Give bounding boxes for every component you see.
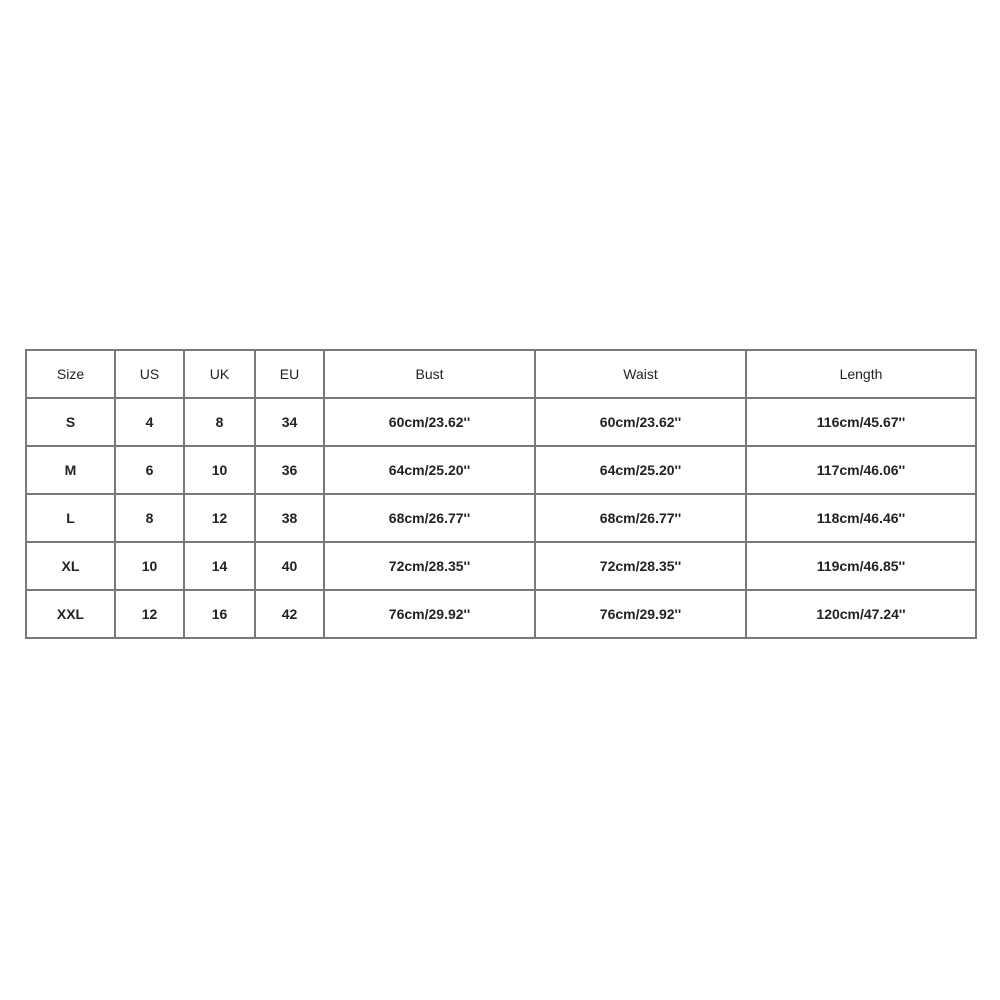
cell-eu: 40	[255, 542, 324, 590]
table-row	[26, 542, 976, 590]
cell-size: XL	[26, 542, 115, 590]
cell-uk: 12	[184, 494, 255, 542]
cell-length: 117cm/46.06''	[746, 446, 976, 494]
cell-size: XXL	[26, 590, 115, 638]
table-row	[26, 494, 976, 542]
cell-length: 119cm/46.85''	[746, 542, 976, 590]
cell-bust: 76cm/29.92''	[324, 590, 535, 638]
cell-uk: 14	[184, 542, 255, 590]
header-length: Length	[746, 350, 976, 398]
table-row	[26, 398, 976, 446]
cell-us: 10	[115, 542, 184, 590]
header-uk: UK	[184, 350, 255, 398]
cell-bust: 64cm/25.20''	[324, 446, 535, 494]
cell-size: L	[26, 494, 115, 542]
cell-us: 6	[115, 446, 184, 494]
cell-uk: 10	[184, 446, 255, 494]
cell-uk: 16	[184, 590, 255, 638]
header-bust: Bust	[324, 350, 535, 398]
cell-length: 116cm/45.67''	[746, 398, 976, 446]
cell-us: 4	[115, 398, 184, 446]
header-waist: Waist	[535, 350, 746, 398]
cell-length: 120cm/47.24''	[746, 590, 976, 638]
cell-waist: 64cm/25.20''	[535, 446, 746, 494]
cell-waist: 60cm/23.62''	[535, 398, 746, 446]
cell-size: M	[26, 446, 115, 494]
header-eu: EU	[255, 350, 324, 398]
cell-eu: 42	[255, 590, 324, 638]
cell-size: S	[26, 398, 115, 446]
cell-waist: 68cm/26.77''	[535, 494, 746, 542]
table-row	[26, 590, 976, 638]
cell-bust: 72cm/28.35''	[324, 542, 535, 590]
header-us: US	[115, 350, 184, 398]
header-row	[26, 350, 976, 398]
cell-us: 12	[115, 590, 184, 638]
cell-us: 8	[115, 494, 184, 542]
cell-bust: 60cm/23.62''	[324, 398, 535, 446]
size-chart-table	[25, 349, 977, 639]
cell-waist: 72cm/28.35''	[535, 542, 746, 590]
cell-waist: 76cm/29.92''	[535, 590, 746, 638]
table-row	[26, 446, 976, 494]
cell-bust: 68cm/26.77''	[324, 494, 535, 542]
cell-eu: 38	[255, 494, 324, 542]
cell-eu: 36	[255, 446, 324, 494]
cell-length: 118cm/46.46''	[746, 494, 976, 542]
cell-uk: 8	[184, 398, 255, 446]
header-size: Size	[26, 350, 115, 398]
cell-eu: 34	[255, 398, 324, 446]
